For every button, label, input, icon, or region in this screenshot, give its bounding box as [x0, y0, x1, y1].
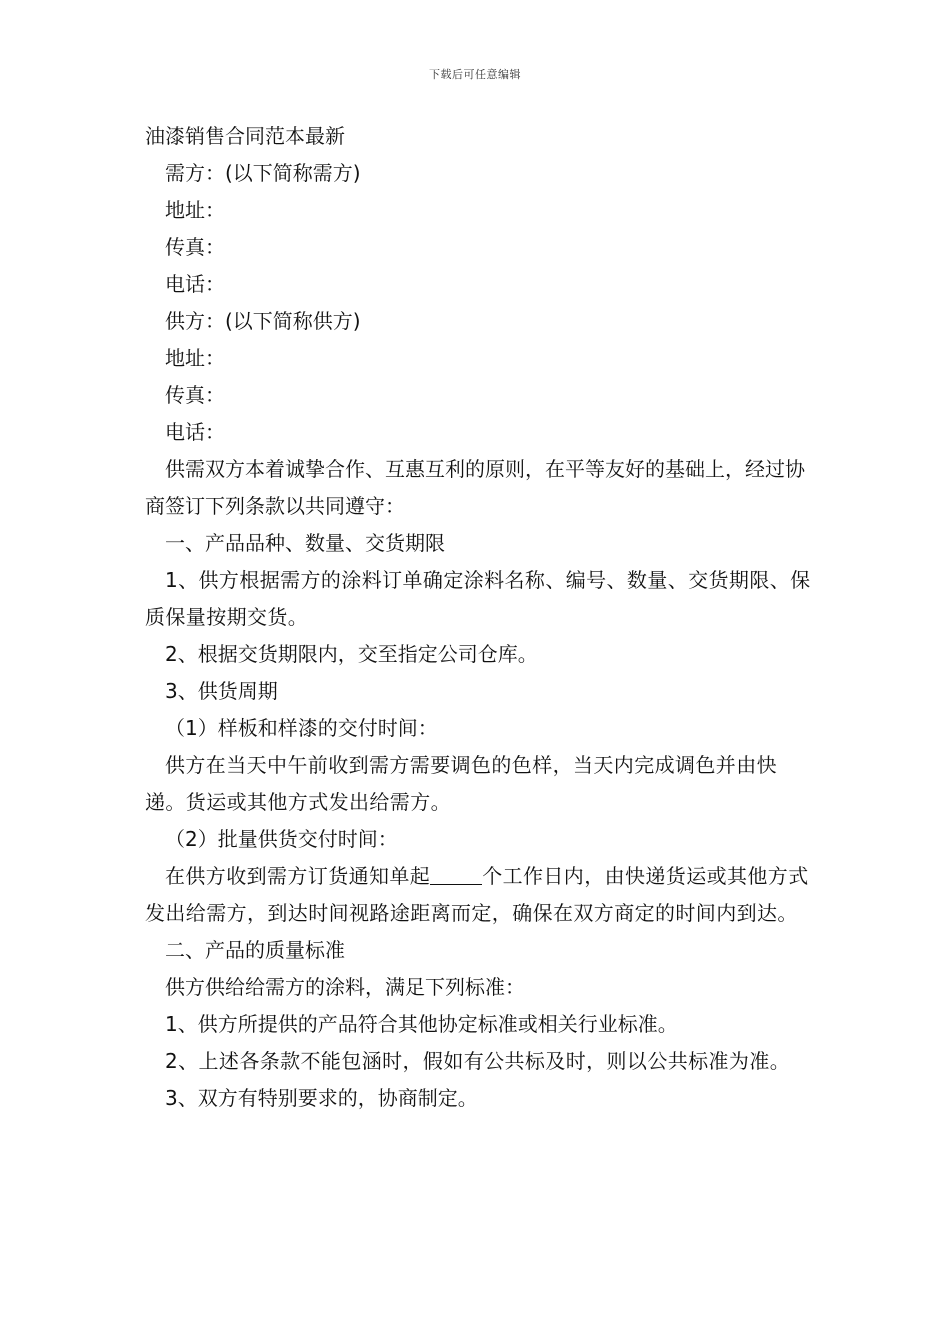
blank-underline: [430, 864, 482, 885]
section-2-heading: 二、产品的质量标准: [165, 938, 345, 962]
section-1-sub-1-text: 供方在当天中午前收到需方需要调色的色样，当天内完成调色并由快递。货运或其他方式发出给需方。: [145, 753, 777, 814]
contract-body: [145, 118, 815, 1117]
party-a-phone: 电话：: [165, 272, 225, 296]
section-1-sub-1-heading: （1）样板和样漆的交付时间：: [165, 716, 438, 740]
section-1-sub-2-heading: （2）批量供货交付时间：: [165, 827, 398, 851]
section-2-intro: 供方供给给需方的涂料，满足下列标准：: [165, 975, 525, 999]
party-a-label: 需方：(以下简称需方): [165, 161, 361, 185]
section-1-item-1: 1、供方根据需方的涂料订单确定涂料名称、编号、数量、交货期限、保质保量按期交货。: [145, 568, 811, 629]
party-a-address: 地址：: [165, 198, 225, 222]
section-1-sub-2-text: [145, 858, 815, 932]
sub-2-text-before: 在供方收到需方订货通知单起: [165, 864, 431, 888]
party-b-address: 地址：: [165, 346, 225, 370]
page-header-note: 下载后可任意编辑: [429, 68, 521, 81]
section-1-item-3: 3、供货周期: [165, 679, 278, 703]
section-2-item-2: 2、上述各条款不能包涵时，假如有公共标及时，则以公共标准为准。: [165, 1049, 791, 1073]
preamble-paragraph: 供需双方本着诚挚合作、互惠互利的原则，在平等友好的基础上，经过协商签订下列条款以共同遵守：: [145, 457, 805, 518]
party-b-phone: 电话：: [165, 420, 225, 444]
section-2-item-1: 1、供方所提供的产品符合其他协定标准或相关行业标准。: [165, 1012, 678, 1036]
party-b-label: 供方：(以下简称供方): [165, 309, 361, 333]
party-a-fax: 传真：: [165, 235, 225, 259]
sub-2-text-after: 个工作日内，由快递货运或其他方式发出给需方，到达时间视路途距离而定，确保在双方商定的时间内到达。: [145, 864, 809, 925]
party-b-fax: 传真：: [165, 383, 225, 407]
section-1-heading: 一、产品品种、数量、交货期限: [165, 531, 445, 555]
section-2-item-3: 3、双方有特别要求的，协商制定。: [165, 1086, 478, 1110]
document-title: 油漆销售合同范本最新: [145, 124, 345, 148]
section-1-item-2: 2、根据交货期限内，交至指定公司仓库。: [165, 642, 538, 666]
